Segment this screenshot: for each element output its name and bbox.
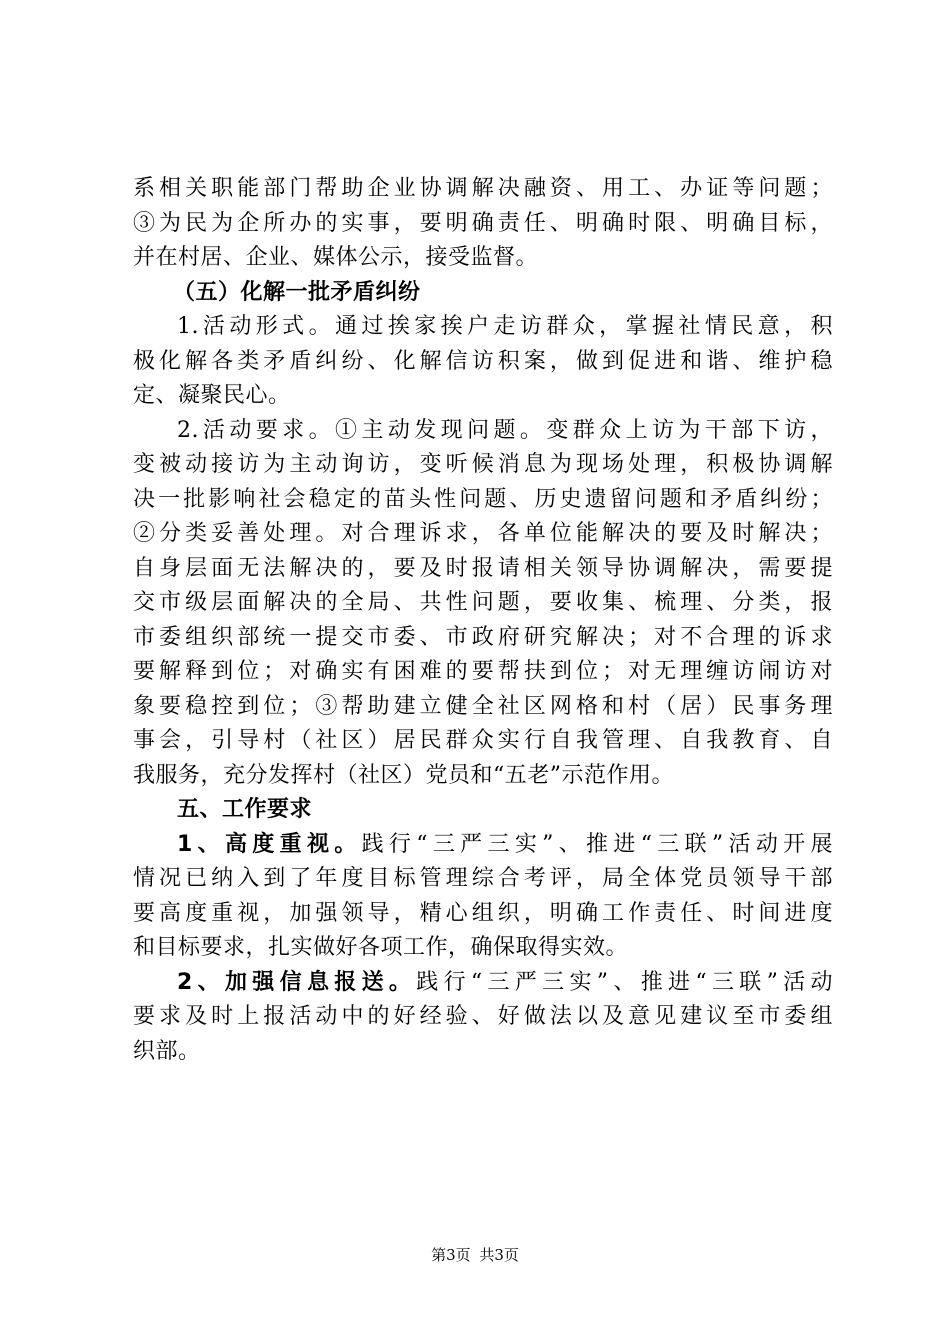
text-line: 要解释到位；对确实有困难的要帮扶到位；对无理缠访闹访对 (133, 659, 833, 684)
text-line: 情况已纳入到了年度目标管理综合考评，局全体党员领导干部 (133, 866, 833, 891)
text-line: 极化解各类矛盾纠纷、化解信访积案，做到促进和谐、维护稳 (133, 348, 833, 374)
item-heading: 2、加强信息报送。 (177, 969, 417, 995)
section-heading: 五、工作要求 (177, 797, 313, 822)
text-line: 织部。 (133, 1038, 201, 1064)
text-line: 定、凝聚民心。 (133, 383, 291, 408)
text-line: 事会，引导村（社区）居民群众实行自我管理、自我教育、自 (133, 728, 833, 753)
page-footer (0, 1245, 950, 1265)
text-line: 1.活动形式。通过挨家挨户走访群众，掌握社情民意，积 (177, 314, 833, 339)
text-line: 交市级层面解决的全局、共性问题，要收集、梳理、分类，报 (133, 590, 833, 615)
text-line: 自身层面无法解决的，要及时报请相关领导协调解决，需要提 (133, 555, 833, 581)
text-line: 我服务，充分发挥村（社区）党员和“五老”示范作用。 (133, 762, 674, 788)
item-heading: 1、高度重视。 (177, 831, 362, 857)
text-line: 象要稳控到位；③帮助建立健全社区网格和村（居）民事务理 (133, 693, 833, 719)
section-heading: （五）化解一批矛盾纠纷 (173, 279, 421, 305)
page-total: 共3页 (479, 1246, 519, 1264)
text-line: 变被动接访为主动询访，变听候消息为现场处理，积极协调解 (133, 452, 833, 477)
text-line: 要求及时上报活动中的好经验、好做法以及意见建议至市委组 (133, 1004, 833, 1029)
text-line: 2.活动要求。①主动发现问题。变群众上访为干部下访， (177, 417, 833, 443)
text-line: ②分类妥善处理。对合理诉求，各单位能解决的要及时解决； (133, 521, 833, 546)
text-line: 并在村居、企业、媒体公示，接受监督。 (133, 245, 539, 270)
text-line: 决一批影响社会稳定的苗头性问题、历史遗留问题和矛盾纠纷； (133, 486, 833, 512)
text-line (133, 828, 833, 863)
text-line: 系相关职能部门帮助企业协调解决融资、用工、办证等问题； (133, 176, 833, 201)
document-body (133, 172, 833, 1069)
text-line: 和目标要求，扎实做好各项工作，确保取得实效。 (133, 935, 629, 960)
text-line: 要高度重视，加强领导，精心组织，明确工作责任、时间进度 (133, 900, 833, 926)
text-line (133, 966, 833, 1001)
text-line: 市委组织部统一提交市委、市政府研究解决；对不合理的诉求 (133, 624, 833, 650)
page-number: 第3页 (431, 1246, 471, 1264)
item-text: 践行“三严三实”、推进“三联”活动 (416, 969, 833, 995)
item-text: 践行“三严三实”、推进“三联”活动开展 (361, 831, 833, 857)
text-line: ③为民为企所办的实事，要明确责任、明确时限、明确目标， (133, 210, 833, 236)
